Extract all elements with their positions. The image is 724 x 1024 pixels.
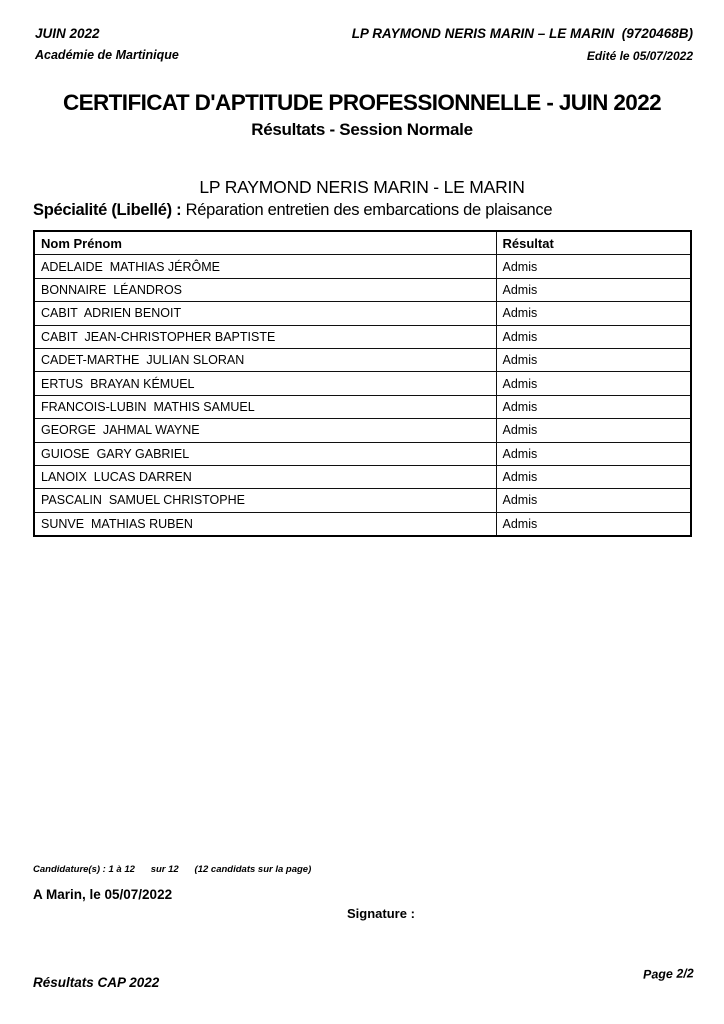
candidate-result: Admis — [496, 325, 691, 348]
specialty-line — [33, 201, 552, 220]
results-table — [33, 230, 692, 537]
candidate-name: ERTUS BRAYAN KÉMUEL — [34, 372, 496, 395]
candidate-result: Admis — [496, 442, 691, 465]
candidate-name: ADELAIDE MATHIAS JÉRÔME — [34, 255, 496, 278]
place-date: A Marin, le 05/07/2022 — [33, 887, 173, 902]
candidate-result: Admis — [496, 372, 691, 395]
session-label: JUIN 2022 — [35, 26, 100, 41]
column-header-result: Résultat — [496, 231, 691, 255]
table-row — [34, 465, 691, 488]
specialty-label: Spécialité (Libellé) : — [33, 201, 182, 219]
candidate-result: Admis — [496, 489, 691, 512]
specialty-value: Réparation entretien des embarcations de plaisance — [181, 201, 553, 219]
candidate-name: CABIT ADRIEN BENOIT — [34, 302, 496, 325]
candidatures-summary: Candidature(s) : 1 à 12 sur 12 (12 candidats sur la page) — [33, 864, 312, 875]
candidate-result: Admis — [496, 395, 691, 418]
page-subtitle: Résultats - Session Normale — [251, 119, 473, 139]
candidate-name: SUNVE MATHIAS RUBEN — [34, 512, 496, 536]
candidate-name: CADET-MARTHE JULIAN SLORAN — [34, 348, 496, 371]
column-header-name: Nom Prénom — [34, 231, 496, 255]
candidate-result: Admis — [496, 465, 691, 488]
school-name: LP RAYMOND NERIS MARIN - LE MARIN — [199, 177, 525, 197]
title-block — [0, 91, 724, 140]
table-row — [34, 325, 691, 348]
footer-doc-name: Résultats CAP 2022 — [33, 975, 160, 990]
candidate-result: Admis — [496, 419, 691, 442]
candidate-result: Admis — [496, 255, 691, 278]
signature-label: Signature : — [347, 906, 415, 921]
header-right — [352, 27, 693, 62]
candidate-name: GUIOSE GARY GABRIEL — [34, 442, 496, 465]
candidate-result: Admis — [496, 348, 691, 371]
candidate-result: Admis — [496, 512, 691, 536]
table-row — [34, 348, 691, 371]
candidate-name: CABIT JEAN-CHRISTOPHER BAPTISTE — [34, 325, 496, 348]
candidate-name: GEORGE JAHMAL WAYNE — [34, 419, 496, 442]
edit-date-label: Edité le 05/07/2022 — [586, 48, 693, 63]
footer-page-number: Page 2/2 — [643, 966, 695, 982]
results-table-body — [34, 255, 691, 536]
table-row — [34, 489, 691, 512]
candidate-name: FRANCOIS-LUBIN MATHIS SAMUEL — [34, 395, 496, 418]
table-row — [34, 419, 691, 442]
table-row — [34, 302, 691, 325]
candidate-name: LANOIX LUCAS DARREN — [34, 465, 496, 488]
candidate-name: PASCALIN SAMUEL CHRISTOPHE — [34, 489, 496, 512]
candidate-result: Admis — [496, 278, 691, 301]
table-row — [34, 278, 691, 301]
header-left — [35, 27, 179, 61]
table-row — [34, 395, 691, 418]
page-title: CERTIFICAT D'APTITUDE PROFESSIONNELLE - JUIN 2022 — [62, 90, 662, 115]
table-row — [34, 442, 691, 465]
candidate-name: BONNAIRE LÉANDROS — [34, 278, 496, 301]
table-row — [34, 372, 691, 395]
school-header-label: LP RAYMOND NERIS MARIN – LE MARIN (9720468B) — [351, 26, 693, 41]
table-row — [34, 512, 691, 536]
table-header-row — [34, 231, 691, 255]
candidate-result: Admis — [496, 302, 691, 325]
table-row — [34, 255, 691, 278]
academy-label: Académie de Martinique — [35, 47, 179, 62]
